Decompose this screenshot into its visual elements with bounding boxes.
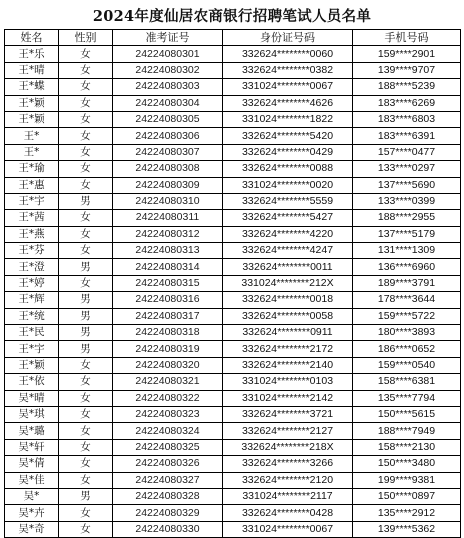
candidate-table [4,29,461,538]
cell-id-number: 332624********2172 [223,341,353,357]
cell-id-number: 332624********5427 [223,210,353,226]
table-row [5,79,461,95]
cell-id-number: 332624********2127 [223,423,353,439]
cell-exam-number: 24224080311 [113,210,223,226]
cell-name: 吴*奇 [5,521,59,537]
header-gender: 性别 [59,30,113,46]
table-row [5,472,461,488]
cell-gender: 女 [59,111,113,127]
cell-exam-number: 24224080330 [113,521,223,537]
table-row [5,128,461,144]
cell-name: 王*民 [5,325,59,341]
cell-name: 王*澄 [5,259,59,275]
header-name: 姓名 [5,30,59,46]
cell-gender: 女 [59,456,113,472]
cell-id-number: 332624********0060 [223,46,353,62]
cell-gender: 男 [59,341,113,357]
table-row [5,406,461,422]
cell-phone: 199****9381 [353,472,461,488]
cell-exam-number: 24224080306 [113,128,223,144]
cell-phone: 159****2901 [353,46,461,62]
table-row [5,325,461,341]
cell-name: 吴*璐 [5,423,59,439]
cell-id-number: 332624********0428 [223,505,353,521]
cell-phone: 188****7949 [353,423,461,439]
table-row [5,423,461,439]
table-row [5,341,461,357]
cell-phone: 150****5615 [353,406,461,422]
cell-id-number: 332624********5420 [223,128,353,144]
table-row [5,521,461,537]
table-row [5,439,461,455]
cell-id-number: 331024********2117 [223,488,353,504]
cell-id-number: 332624********0088 [223,161,353,177]
header-id-number: 身份证号码 [223,30,353,46]
cell-gender: 女 [59,144,113,160]
cell-name: 王*婷 [5,275,59,291]
cell-id-number: 331024********0103 [223,374,353,390]
table-row [5,292,461,308]
table-row [5,308,461,324]
cell-gender: 男 [59,292,113,308]
page-title: 2024年度仙居农商银行招聘笔试人员名单 [92,8,372,25]
table-row [5,226,461,242]
cell-phone: 137****5179 [353,226,461,242]
cell-name: 王*燕 [5,226,59,242]
cell-name: 吴*晴 [5,390,59,406]
cell-gender: 女 [59,79,113,95]
header-phone: 手机号码 [353,30,461,46]
cell-id-number: 332624********0911 [223,325,353,341]
cell-id-number: 331024********0067 [223,79,353,95]
cell-name: 王*瑜 [5,161,59,177]
cell-phone: 133****0399 [353,193,461,209]
cell-gender: 女 [59,390,113,406]
cell-phone: 183****6803 [353,111,461,127]
cell-phone: 188****5239 [353,79,461,95]
table-row [5,144,461,160]
table-row [5,505,461,521]
cell-gender: 女 [59,357,113,373]
cell-gender: 男 [59,308,113,324]
header-exam-number: 准考证号 [113,30,223,46]
cell-phone: 157****0477 [353,144,461,160]
cell-exam-number: 24224080302 [113,62,223,78]
cell-exam-number: 24224080321 [113,374,223,390]
cell-exam-number: 24224080319 [113,341,223,357]
cell-name: 王*颖 [5,111,59,127]
cell-id-number: 332624********0011 [223,259,353,275]
cell-name: 吴*琪 [5,406,59,422]
cell-name: 王*惠 [5,177,59,193]
cell-id-number: 331024********2142 [223,390,353,406]
cell-phone: 150****3480 [353,456,461,472]
cell-phone: 183****6391 [353,128,461,144]
cell-name: 王*晴 [5,62,59,78]
table-row [5,62,461,78]
cell-exam-number: 24224080329 [113,505,223,521]
cell-exam-number: 24224080303 [113,79,223,95]
cell-exam-number: 24224080317 [113,308,223,324]
table-row [5,111,461,127]
cell-name: 吴* [5,488,59,504]
cell-exam-number: 24224080323 [113,406,223,422]
cell-id-number: 332624********2140 [223,357,353,373]
cell-id-number: 332624********0058 [223,308,353,324]
cell-phone: 158****6381 [353,374,461,390]
cell-name: 王*茜 [5,210,59,226]
table-row [5,243,461,259]
spreadsheet-sheet [4,6,460,538]
cell-name: 吴*佳 [5,472,59,488]
cell-gender: 女 [59,46,113,62]
cell-exam-number: 24224080313 [113,243,223,259]
cell-exam-number: 24224080320 [113,357,223,373]
cell-gender: 女 [59,177,113,193]
table-row [5,177,461,193]
table-body [5,46,461,538]
cell-exam-number: 24224080322 [113,390,223,406]
cell-phone: 131****1309 [353,243,461,259]
cell-id-number: 331024********212X [223,275,353,291]
cell-name: 吴*倩 [5,456,59,472]
cell-exam-number: 24224080309 [113,177,223,193]
table-row [5,374,461,390]
cell-exam-number: 24224080304 [113,95,223,111]
cell-name: 王* [5,128,59,144]
cell-exam-number: 24224080310 [113,193,223,209]
cell-phone: 183****6269 [353,95,461,111]
cell-id-number: 332624********3266 [223,456,353,472]
cell-phone: 159****0540 [353,357,461,373]
cell-id-number: 332624********0018 [223,292,353,308]
cell-phone: 150****0897 [353,488,461,504]
cell-id-number: 332624********2120 [223,472,353,488]
header-row [5,30,461,46]
table-row [5,488,461,504]
cell-name: 王*蝶 [5,79,59,95]
cell-name: 王*颖 [5,357,59,373]
table-row [5,357,461,373]
cell-exam-number: 24224080328 [113,488,223,504]
cell-phone: 158****2130 [353,439,461,455]
cell-gender: 女 [59,62,113,78]
cell-exam-number: 24224080326 [113,456,223,472]
cell-gender: 女 [59,95,113,111]
cell-phone: 180****3893 [353,325,461,341]
cell-id-number: 331024********0067 [223,521,353,537]
cell-name: 吴*轩 [5,439,59,455]
cell-name: 王*颖 [5,95,59,111]
cell-phone: 135****7794 [353,390,461,406]
cell-phone: 139****5362 [353,521,461,537]
table-header [5,30,461,46]
cell-phone: 133****0297 [353,161,461,177]
cell-phone: 136****6960 [353,259,461,275]
cell-phone: 159****5722 [353,308,461,324]
cell-gender: 女 [59,243,113,259]
cell-id-number: 332624********4626 [223,95,353,111]
cell-gender: 女 [59,161,113,177]
table-row [5,259,461,275]
table-row [5,95,461,111]
cell-exam-number: 24224080327 [113,472,223,488]
cell-gender: 女 [59,275,113,291]
table-row [5,210,461,226]
cell-name: 王*宇 [5,193,59,209]
cell-name: 王*宇 [5,341,59,357]
cell-name: 王*乐 [5,46,59,62]
cell-name: 王* [5,144,59,160]
table-row [5,275,461,291]
cell-gender: 女 [59,423,113,439]
cell-gender: 男 [59,325,113,341]
cell-exam-number: 24224080318 [113,325,223,341]
cell-phone: 135****2912 [353,505,461,521]
cell-exam-number: 24224080325 [113,439,223,455]
cell-gender: 女 [59,505,113,521]
table-row [5,161,461,177]
cell-phone: 178****3644 [353,292,461,308]
cell-exam-number: 24224080312 [113,226,223,242]
cell-exam-number: 24224080307 [113,144,223,160]
cell-gender: 男 [59,193,113,209]
cell-exam-number: 24224080301 [113,46,223,62]
cell-gender: 女 [59,210,113,226]
cell-exam-number: 24224080324 [113,423,223,439]
cell-exam-number: 24224080315 [113,275,223,291]
cell-exam-number: 24224080314 [113,259,223,275]
cell-id-number: 332624********218X [223,439,353,455]
cell-id-number: 332624********5559 [223,193,353,209]
cell-gender: 女 [59,374,113,390]
cell-id-number: 331024********0020 [223,177,353,193]
cell-id-number: 332624********3721 [223,406,353,422]
cell-exam-number: 24224080316 [113,292,223,308]
table-row [5,193,461,209]
cell-gender: 男 [59,259,113,275]
cell-phone: 189****3791 [353,275,461,291]
cell-gender: 男 [59,488,113,504]
cell-gender: 女 [59,521,113,537]
cell-phone: 137****5690 [353,177,461,193]
cell-gender: 女 [59,472,113,488]
cell-gender: 女 [59,439,113,455]
cell-name: 王*依 [5,374,59,390]
cell-phone: 139****9707 [353,62,461,78]
table-row [5,46,461,62]
table-row [5,456,461,472]
cell-id-number: 332624********0382 [223,62,353,78]
cell-name: 王*辉 [5,292,59,308]
cell-name: 吴*卉 [5,505,59,521]
cell-gender: 女 [59,128,113,144]
cell-id-number: 332624********4220 [223,226,353,242]
cell-id-number: 332624********4247 [223,243,353,259]
table-row [5,390,461,406]
cell-gender: 女 [59,226,113,242]
cell-name: 王*统 [5,308,59,324]
cell-name: 王*芬 [5,243,59,259]
cell-phone: 186****0652 [353,341,461,357]
cell-id-number: 331024********1822 [223,111,353,127]
cell-exam-number: 24224080305 [113,111,223,127]
cell-id-number: 332624********0429 [223,144,353,160]
cell-phone: 188****2955 [353,210,461,226]
cell-exam-number: 24224080308 [113,161,223,177]
cell-gender: 女 [59,406,113,422]
